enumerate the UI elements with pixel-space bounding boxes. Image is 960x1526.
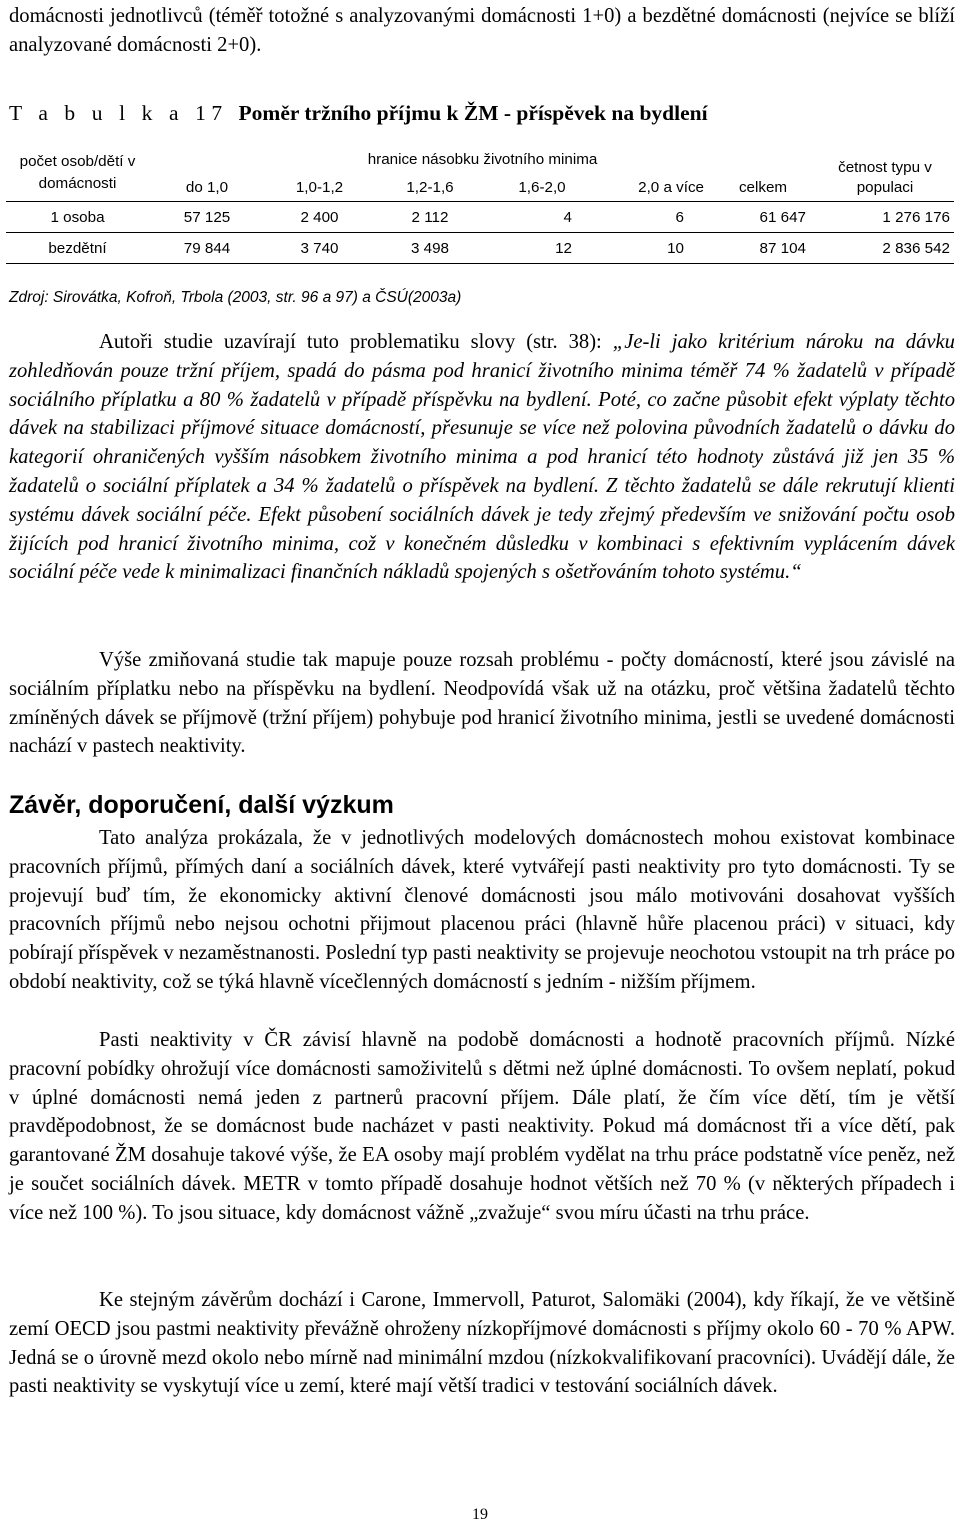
conclusion-paragraph: Tato analýza prokázala, že v jednotlivých modelových domácnostech mohou existovat kombinace pracovních příjmů, přímých daní a sociálních dávek, které vytvářejí pasti neaktivity pro tyto domácnosti. Ty se projevují buď tím, že ekonomicky aktivní členové domácnosti jsou málo motivováni dosahovat vyšších pracovních příjmů nebo nejsou ochotni přijmout placenou práci (hlavně hůře placenou práci) v situaci, kdy pobírají příspěvek v nezaměstnanosti. Poslední typ pasti neaktivity se projevuje neochotou vstoupit na trh práce po období neaktivity, což se týká hlavně vícečlenných domácností s jedním - nižším příjmem. [9, 827, 955, 993]
table-cell: 57 125 [149, 202, 265, 233]
data-table [6, 145, 954, 264]
study-paragraph: Výše zmiňovaná studie tak mapuje pouze rozsah problému - počty domácností, které jsou závislé na sociálním příplatku nebo na příspěvku na bydlení. Neodpovídá však už na otázku, proč většina žadatelů těchto zmíněných dávek se příjmově (tržní příjem) pohybuje pod hranicí životního minima, jestli se uvedené domácnosti nachází v pastech neaktivity. [9, 649, 955, 758]
table-caption-title: Poměr tržního příjmu k ŽM - příspěvek na bydlení [238, 101, 708, 125]
table-cell: 61 647 [710, 202, 816, 233]
table-row [6, 233, 954, 264]
table-cell: 79 844 [149, 233, 265, 264]
table-caption-prefix: T a b u l k a 17 [9, 101, 228, 125]
column-header: 1,6-2,0 [518, 178, 566, 196]
quote-text: „Je-li jako kritérium nároku na dávku zohledňován pouze tržní příjem, spadá do pásma pod hranicí životního minima téměř 74 % žadatelů v případě sociálního příplatku a 80 % žadatelů v případě příspěvku na bydlení. Poté, co začne působit efekt výplaty těchto dávek na stabilizaci příjmové situace domácností, přesunuje se více než polovina původních žadatelů o dávku do kategorií ohraničených vyšším násobkem životního minima a pod hranicí této hodnoty zůstává již jen 35 % žadatelů o sociální příplatek a 34 % žadatelů o příspěvek na bydlení. Z těchto žadatelů se dále rekrutují klienti systému dávek sociální péče. Efekt působení sociálních dávek je tedy zřejmý především ve snižování počtu osob žijících pod hranicí životního minima, což v konečném důsledku v kombinaci s efektivním vyplácením dávek sociální péče vede k minimalizaci finančních nákladů spojených s ošetřováním tohoto systému.“ [9, 331, 955, 584]
column-header: 2,0 a více [638, 178, 704, 196]
table-cell: 3 740 [265, 233, 374, 264]
column-header: celkem [738, 178, 788, 196]
column-header: 1,2-1,6 [406, 178, 454, 196]
table-caption [9, 101, 708, 126]
row-label: bezdětní [6, 233, 149, 264]
intro-paragraph: domácnosti jednotlivců (téměř totožné s analyzovanými domácnosti 1+0) a bezdětné domácnosti (nejvíce se blíží analyzované domácnosti 2+0). [9, 5, 955, 56]
conclusion-paragraph: Pasti neaktivity v ČR závisí hlavně na podobě domácnosti a hodnotě pracovních příjmů. Nízké pracovní pobídky ohrožují více domácnosti samoživitelů s dětmi než úplné domácnosti. To ovšem neplatí, pokud v úplné domácnosti nemá jeden z partnerů pracovní příjem. Dále platí, že čím více dětí, tím je větší pravděpodobnost, že se domácnost bude nacházet v pasti neaktivity. Pokud má domácnost tři a více dětí, pak garantované ŽM dosahuje takové výše, že EA osoby mají problém vydělat na trhu práce podstatně více peněz, než je součet sociálních dávek. METR v tomto případě dosahuje hodnot větších než 70 % (v některých případech i více než 100 %). To jsou situace, kdy domácnost vážně „zvažuje“ svou míru účasti na trhu práce. [9, 1029, 955, 1224]
header-household: počet osob/dětí v domácnosti [19, 153, 136, 192]
table-cell: 2 836 542 [816, 233, 954, 264]
table-row [6, 202, 954, 233]
page-number: 19 [472, 1506, 488, 1523]
conclusion-paragraph: Ke stejným závěrům dochází i Carone, Immervoll, Paturot, Salomäki (2004), kdy říkají, že ve většině zemí OECD jsou pastmi neaktivity převážně ohroženy nízkopříjmové domácnosti s příjmy okolo 60 - 70 % APW. Jedná se o úrovně mezd okolo nebo mírně nad minimální mzdou (nízkokvalifikovaní pracovníci). Uvádějí dále, že pasti neaktivity se vyskytují více u zemí, které mají větší tradici v testování sociálních dávek. [9, 1289, 955, 1398]
table-cell: 2 400 [265, 202, 374, 233]
table-cell: 4 [486, 202, 598, 233]
table-cell: 2 112 [374, 202, 486, 233]
table-cell: 10 [598, 233, 710, 264]
table-cell: 12 [486, 233, 598, 264]
table-cell: 6 [598, 202, 710, 233]
table-subheader-row [6, 173, 954, 202]
header-frequency: četnost typu v populaci [838, 159, 932, 196]
table-cell: 1 276 176 [816, 202, 954, 233]
column-header: 1,0-1,2 [295, 178, 344, 196]
section-heading: Závěr, doporučení, další výzkum [9, 791, 394, 819]
table-source: Zdroj: Sirovátka, Kofroň, Trbola (2003, str. 96 a 97) a ČSÚ(2003a) [9, 289, 462, 306]
table-header-row [6, 145, 954, 173]
quote-lead: Autoři studie uzavírají tuto problematiku slovy (str. 38): [99, 331, 613, 353]
table-cell: 87 104 [710, 233, 816, 264]
header-group: hranice násobku životního minima [367, 150, 598, 168]
column-header: do 1,0 [185, 178, 229, 196]
quote-paragraph [9, 328, 955, 587]
table-cell: 3 498 [374, 233, 486, 264]
row-label: 1 osoba [6, 202, 149, 233]
